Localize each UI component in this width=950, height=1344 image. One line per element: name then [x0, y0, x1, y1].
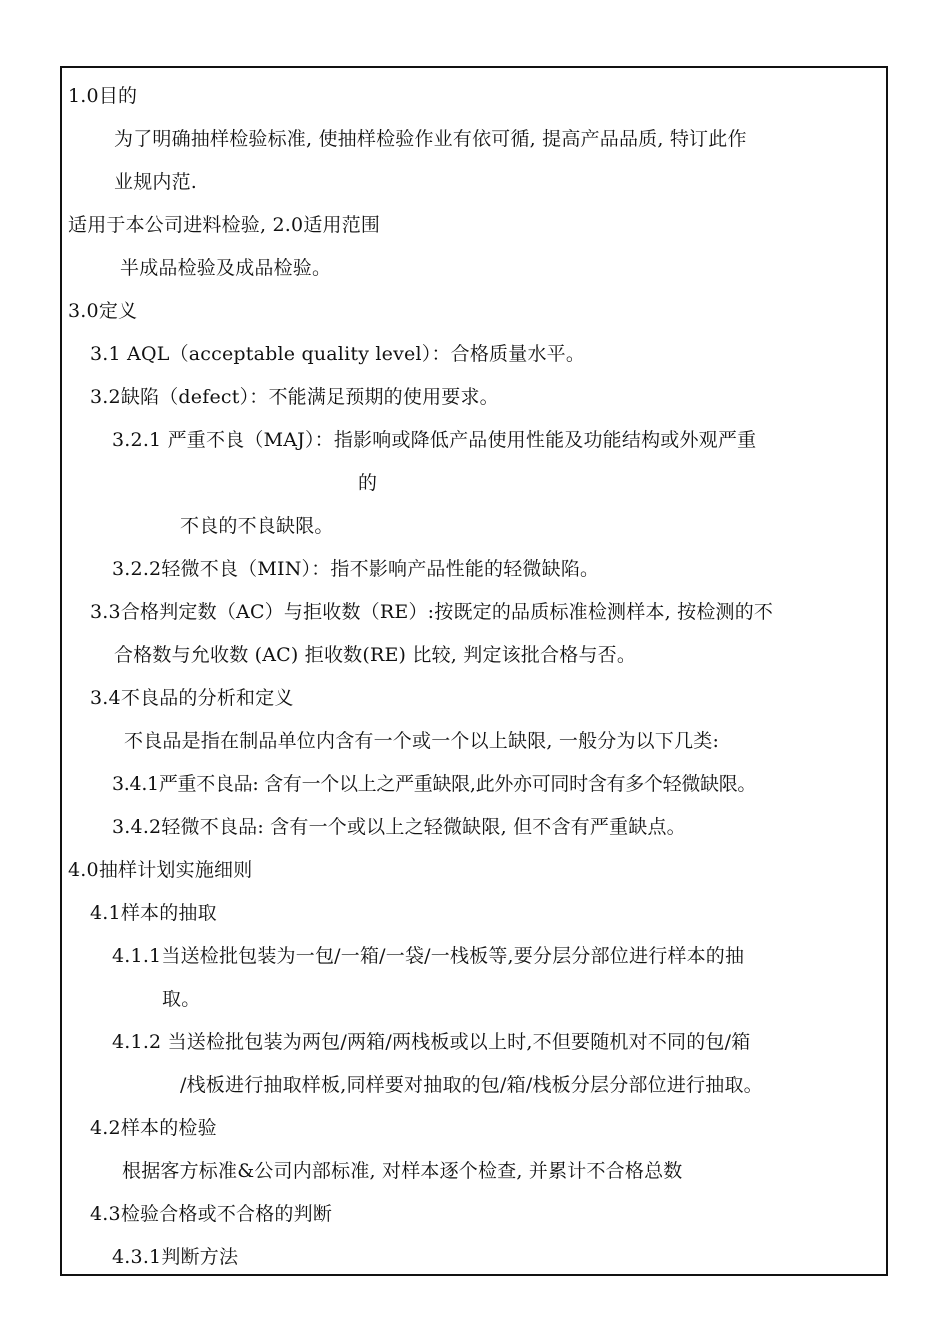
section-3-1: 3.1 AQL（acceptable quality level）：合格质量水平。	[90, 343, 586, 365]
section-1-text-line-1: 为了明确抽样检验标准, 使抽样检验作业有依可循, 提高产品品质, 特订此作	[114, 128, 747, 150]
section-4-3-1: 4.3.1判断方法	[112, 1246, 239, 1268]
section-3-heading: 3.0定义	[68, 300, 138, 322]
section-4-1-2-line-1: 4.1.2 当送检批包装为两包/两箱/两栈板或以上时,不但要随机对不同的包/箱	[112, 1031, 751, 1053]
section-4-heading: 4.0抽样计划实施细则	[68, 859, 253, 881]
section-4-2: 4.2样本的检验	[90, 1117, 217, 1139]
section-1-text-line-2: 业规内范.	[114, 171, 198, 193]
section-3-4: 3.4不良品的分析和定义	[90, 687, 294, 709]
section-1-heading: 1.0目的	[68, 85, 138, 107]
section-4-1: 4.1样本的抽取	[90, 902, 217, 924]
section-3-2-1-line-1: 3.2.1 严重不良（MAJ）：指影响或降低产品使用性能及功能结构或外观严重	[112, 429, 757, 451]
section-3-4-2: 3.4.2轻微不良品: 含有一个或以上之轻微缺限, 但不含有严重缺点。	[112, 816, 686, 838]
section-2-heading: 适用于本公司进料检验, 2.0适用范围	[68, 214, 381, 236]
section-3-4-1: 3.4.1严重不良品: 含有一个以上之严重缺限,此外亦可同时含有多个轻微缺限。	[112, 773, 757, 795]
section-3-2-1-line-3: 不良的不良缺限。	[180, 515, 334, 537]
section-4-1-2-line-2: /栈板进行抽取样板,同样要对抽取的包/箱/栈板分层分部位进行抽取。	[180, 1074, 763, 1096]
section-3-2: 3.2缺陷（defect）：不能满足预期的使用要求。	[90, 386, 499, 408]
section-2-text: 半成品检验及成品检验。	[120, 257, 332, 279]
section-3-3-line-1: 3.3合格判定数（AC）与拒收数（RE）:按既定的品质标准检测样本, 按检测的不	[90, 601, 774, 623]
section-3-2-2: 3.2.2轻微不良（MIN）：指不影响产品性能的轻微缺陷。	[112, 558, 600, 580]
section-4-2-text: 根据客方标准&公司内部标准, 对样本逐个检查, 并累计不合格总数	[122, 1160, 683, 1182]
section-3-3-line-2: 合格数与允收数 (AC) 拒收数(RE) 比较, 判定该批合格与否。	[114, 644, 637, 666]
section-4-3: 4.3检验合格或不合格的判断	[90, 1203, 333, 1225]
section-3-2-1-line-2: 的	[358, 472, 378, 494]
section-4-1-1-line-1: 4.1.1当送检批包装为一包/一箱/一袋/一栈板等,要分层分部位进行样本的抽	[112, 945, 745, 967]
section-4-1-1-line-2: 取。	[162, 988, 201, 1010]
section-3-4-text: 不良品是指在制品单位内含有一个或一个以上缺限, 一般分为以下几类:	[124, 730, 720, 752]
